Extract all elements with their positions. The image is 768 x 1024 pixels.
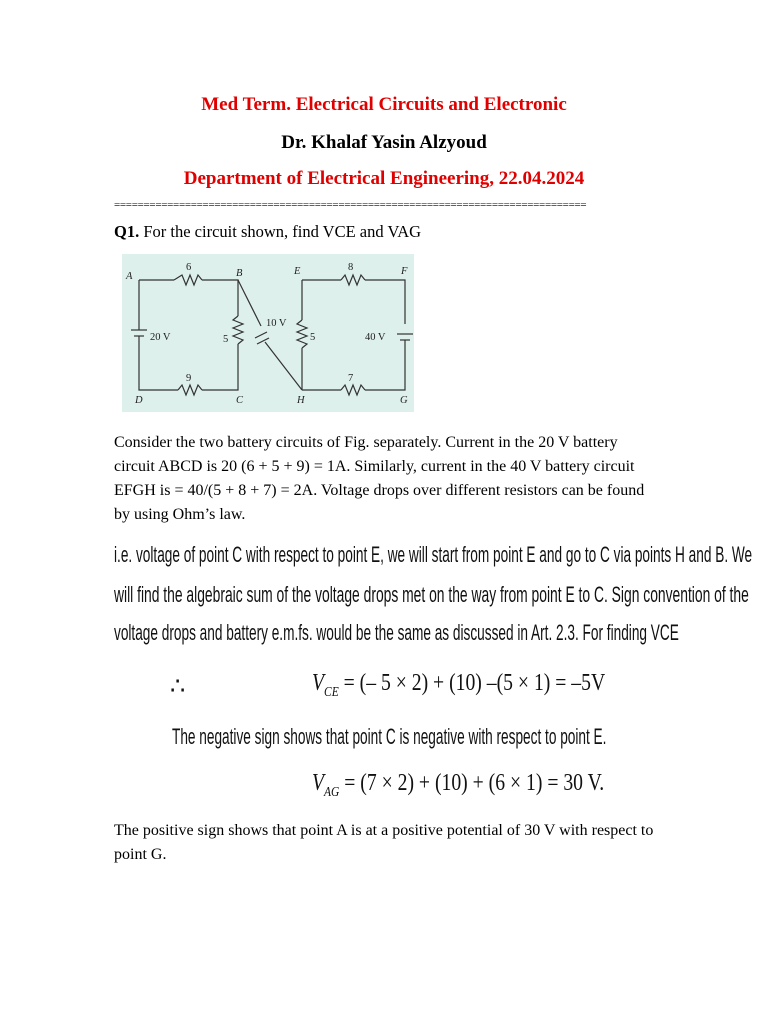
scan-note-negative: The negative sign shows that point C is negative with respect to point E. [172,724,607,749]
node-f-label: F [401,266,408,277]
node-d-label: D [135,395,143,406]
node-h-label: H [297,395,305,406]
paragraph-currents: Consider the two battery circuits of Fig. separately. Current in the 20 V battery circuit ABCD is 20 (6 + 5 + 9) = 1A. Similarly, current in the 40 V battery circuit EFGH is = 40/(5 + 8 + 7) = 2A. Voltage drops over different resistors can be found by using Ohm’s law. [114,434,645,523]
resistor-eh-label: 5 [310,332,316,343]
source-40v-label: 40 V [365,332,386,343]
scan-line-2: will find the algebraic sum of the voltage drops met on the way from point E to C. Sign convention of the [114,582,749,607]
eq1-variable: V [312,670,325,696]
resistor-dc-label: 9 [186,373,192,384]
question-label: Q1. [114,222,140,241]
author-name: Dr. Khalaf Yasin Alzyoud [281,132,487,153]
question-text: For the circuit shown, find VCE and VAG [139,222,422,241]
eq1-subscript: CE [324,684,339,700]
node-a-label: A [126,271,133,282]
department-date: Department of Electrical Engineering, 22.04.2024 [183,168,585,189]
node-e-label: E [294,266,301,277]
eq2-variable: V [312,770,325,796]
source-20v-label: 20 V [150,332,171,343]
question-1 [114,222,421,242]
therefore-symbol: ∴ [170,674,186,700]
resistor-ef-label: 8 [348,262,354,273]
scan-line-1: i.e. voltage of point C with respect to point E, we will start from point E and go to C via points H and B. We [114,542,753,567]
separator-line: ================================================================================ [114,199,587,211]
circuit-diagram [122,254,414,412]
node-g-label: G [400,395,408,406]
circuit-svg [122,254,414,412]
resistor-hg-label: 7 [348,373,354,384]
eq2-rhs: = (7 × 2) + (10) + (6 × 1) = 30 V. [344,770,605,796]
equation-vag [312,770,604,801]
node-c-label: C [236,395,244,406]
document-title: Med Term. Electrical Circuits and Electronic [201,94,567,115]
node-b-label: B [236,268,243,279]
equation-vce [312,670,605,701]
eq1-rhs: = (– 5 × 2) + (10) –(5 × 1) = –5V [343,670,606,696]
source-10v-label: 10 V [266,318,287,329]
eq2-subscript: AG [324,784,340,800]
resistor-bc-label: 5 [223,334,229,345]
scan-line-3: voltage drops and battery e.m.fs. would be the same as discussed in Art. 2.3. For finding VCE [114,620,679,645]
paragraph-conclusion: The positive sign shows that point A is at a positive potential of 30 V with respect to point G. [114,822,654,863]
resistor-ab-label: 6 [186,262,192,273]
